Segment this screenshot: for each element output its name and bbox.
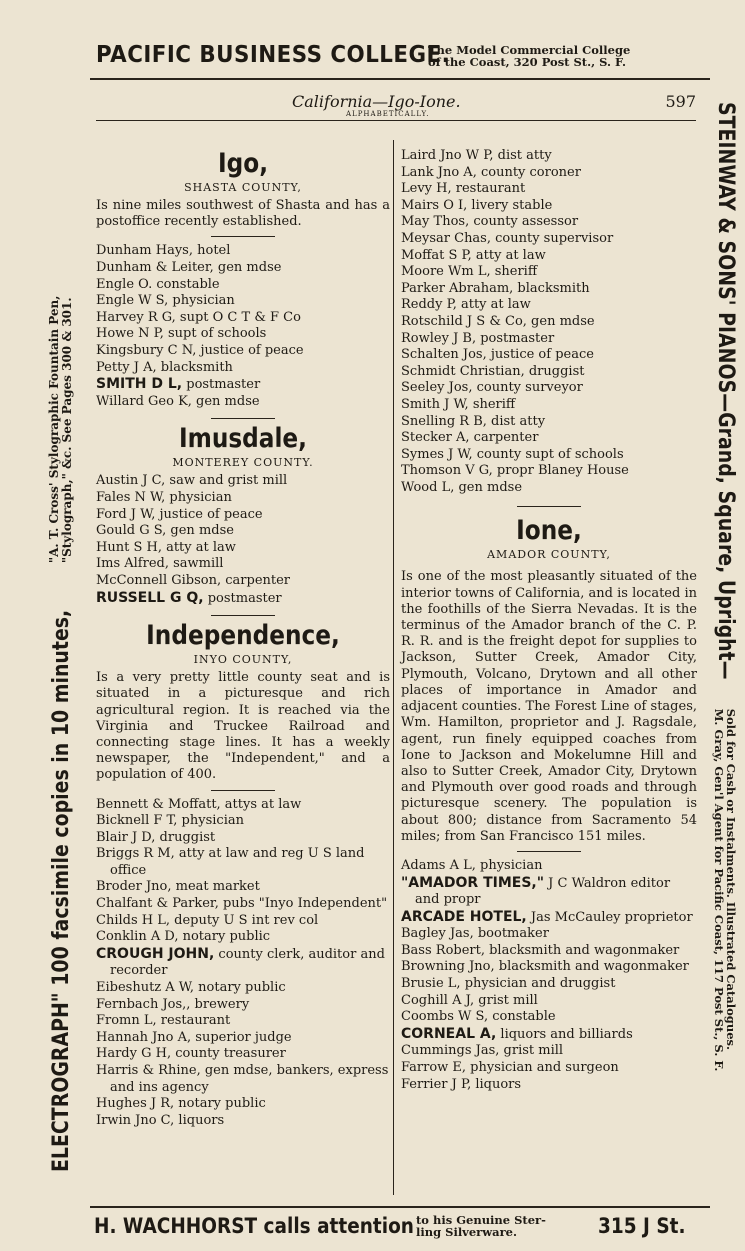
left-ad-line-1: "A. T. Cross' Stylographic Fountain Pen, [47,295,61,564]
page-number: 597 [665,92,696,111]
directory-entry-highlight [401,875,697,909]
bottom-ad-address: 315 J St. [598,1214,686,1238]
directory-list [401,926,697,1026]
directory-entry: Lank Jno A, county coroner [401,164,581,180]
highlight-detail: county clerk, auditor and recorder [110,946,385,979]
top-ad-title: PACIFIC BUSINESS COLLEGE. [96,42,451,68]
highlight-name: RUSSELL G Q, [96,589,204,606]
directory-entry: Parker Abraham, blacksmith [401,280,590,296]
top-ad-line-1: The Model Commercial College [428,43,631,57]
directory-entry: Petty J A, blacksmith [96,359,233,375]
directory-entry: Schalten Jos, justice of peace [401,347,594,363]
directory-entry: Moore Wm L, sheriff [401,264,538,280]
directory-entry: Cummings Jas, grist mill [401,1043,564,1059]
directory-list [401,1043,697,1093]
directory-entry: Coghill A J, grist mill [401,992,538,1008]
town-heading-imusdale: Imusdale, [178,423,308,455]
top-ad-line-2: of the Coast, 320 Post St., S. F. [428,55,627,69]
directory-entry: Kingsbury C N, justice of peace [96,342,304,358]
directory-entry: Browning Jno, blacksmith and wagonmaker [401,959,689,975]
directory-entry: Bicknell F T, physician [96,813,244,829]
directory-entry: May Thos, county assessor [401,214,579,230]
directory-entry: Seeley Jos, county surveyor [401,380,583,396]
left-ad-line-2: "Stylograph," &c. See Pages 300 & 301. [60,297,74,564]
running-title: California—Igo-Ione. [292,92,461,111]
highlight-name: "AMADOR TIMES," [401,874,545,891]
directory-entry: Dunham & Leiter, gen mdse [96,260,282,275]
directory-entry: Snelling R B, dist atty [401,413,546,429]
separator-rule [211,236,275,237]
directory-entry: Reddy P, atty at law [401,297,531,313]
directory-entry: Ims Alfred, sawmill [96,556,224,572]
directory-entry: Schmidt Christian, druggist [401,363,585,379]
directory-entry-highlight [96,946,390,980]
directory-list [96,394,390,411]
right-ad-line-1: Sold for Cash or Instalments. Illustrated Catalogues. [724,708,739,1050]
directory-entry: Hunt S H, atty at law [96,539,236,555]
directory-entry-highlight [401,909,697,927]
separator-rule [211,790,275,791]
bottom-ad-title: H. WACHHORST calls attention [94,1214,414,1238]
directory-list [401,148,697,496]
directory-entry: Laird Jno W P, dist atty [401,148,552,163]
directory-entry: Conklin A D, notary public [96,929,271,945]
directory-entry: Coombs W S, constable [401,1009,556,1025]
directory-entry: Howe N P, supt of schools [96,326,267,342]
top-ad-detail [428,44,630,68]
directory-entry: Mairs O I, livery stable [401,197,553,213]
directory-entry: Eibeshutz A W, notary public [96,980,286,996]
directory-entry-highlight [96,376,390,394]
separator-rule [517,851,581,852]
town-heading-independence: Independence, [146,620,340,652]
left-ad-title: ELECTROGRAPH" 100 facsimile copies in 10 minutes, [48,609,74,1172]
right-ad-detail [714,709,738,1072]
directory-entry: Ford J W, justice of peace [96,506,263,522]
highlight-name: ARCADE HOTEL, [401,908,527,925]
highlight-name: CORNEAL A, [401,1025,497,1042]
directory-entry: Hannah Jno A, superior judge [96,1029,292,1045]
separator-rule [517,506,581,507]
left-ad-detail [48,296,74,564]
right-ad-title: STEINWAY & SONS' PIANOS—Grand, Square, Upright— [713,102,738,680]
bottom-ad-line-1: to his Genuine Ster- [416,1213,546,1227]
directory-entry: Fales N W, physician [96,489,232,505]
directory-entry: Levy H, restaurant [401,181,526,197]
directory-entry: Fromn L, restaurant [96,1013,231,1029]
directory-list [96,980,390,1129]
directory-entry: Hardy G H, county treasurer [96,1046,286,1062]
county-label: INYO COUNTY, [193,653,293,667]
directory-entry: Dunham Hays, hotel [96,243,231,259]
directory-entry: Childs H L, deputy U S int rev col [96,912,319,928]
highlight-name: SMITH D L, [96,376,183,393]
town-description: Is one of the most pleasantly situated of the interior towns of California, and is located in the foothills of the Sierra Nevadas. It is the terminus of the Amador branch of the C. P. R. R. and is the freight depot for supplies to Jackson, Sutter Creek, Amador City, Plymouth, Volcano, Drytown and all other places of importance in Amador and adjacent counties. The Forest Line of stages, Wm. Hamilton, proprietor and J. Ragsdale, agent, run finely equipped coaches from Ione to Jackson and Mokelumne Hill and also to Sutter Creek, Amador City, Drytown and Plymouth over good roads and through picturesque scenery. The population is about 800; distance from Sacramento 54 miles; from San Francisco 151 miles. [401,569,697,844]
highlight-detail: postmaster [203,590,282,606]
directory-entry: Irwin Jno C, liquors [96,1112,225,1128]
directory-entry-highlight [96,590,390,608]
right-side-advertisement [713,102,738,1071]
directory-entry: Thomson V G, propr Blaney House [401,463,629,479]
town-description: Is a very pretty little county seat and is situated in a picturesque and rich agricultural region. It is reached via the Virginia and Truckee Railroad and connecting stage lines. It has a weekly newspaper, the "Independent," and a population of 400. [96,670,390,783]
directory-entry: Wood L, gen mdse [401,479,523,495]
right-column [401,148,697,1093]
directory-entry-highlight [401,1026,697,1044]
directory-entry: Engle O. constable [96,276,220,292]
highlight-detail: J C Waldron editor and propr [415,875,671,908]
directory-entry: Symes J W, county supt of schools [401,446,624,462]
directory-list [96,473,390,589]
bottom-advertisement [90,1206,710,1248]
highlight-name: CROUGH JOHN, [96,945,215,962]
bottom-ad-detail [416,1214,546,1238]
directory-entry: Engle W S, physician [96,293,235,309]
directory-list [96,243,390,376]
left-column [96,148,390,1129]
left-side-advertisement [48,296,74,1172]
town-description: Is nine miles southwest of Shasta and has a postoffice recently established. [96,198,390,230]
directory-entry: Fernbach Jos,, brewery [96,996,250,1012]
directory-entry: Farrow E, physician and surgeon [401,1060,619,1076]
highlight-detail: liquors and billiards [496,1026,633,1042]
bottom-ad-line-2: ling Silverware. [416,1225,517,1239]
directory-entry: Rowley J B, postmaster [401,330,555,346]
town-heading-igo: Igo, [217,148,269,179]
directory-entry: Bass Robert, blacksmith and wagonmaker [401,942,680,958]
column-divider [393,140,394,1195]
directory-entry: Harvey R G, supt O C T & F Co [96,309,301,325]
directory-entry: Stecker A, carpenter [401,430,539,446]
page-header [96,90,696,121]
highlight-detail: Jas McCauley proprietor [526,909,693,925]
page-subtitle: ALPHABETICALLY. [346,110,430,118]
directory-entry: Ferrier J P, liquors [401,1076,522,1092]
county-label: AMADOR COUNTY, [487,548,611,562]
directory-entry: McConnell Gibson, carpenter [96,572,291,588]
directory-entry: Hughes J R, notary public [96,1096,266,1112]
directory-entry: Rotschild J S & Co, gen mdse [401,313,595,329]
directory-entry: Blair J D, druggist [96,829,216,845]
county-label: SHASTA COUNTY, [184,181,302,194]
directory-entry: Harris & Rhine, gen mdse, bankers, express and ins agency [96,1063,389,1095]
directory-entry: Brusie L, physician and druggist [401,976,616,992]
directory-entry: Adams A L, physician [401,857,543,873]
top-advertisement [90,40,710,80]
directory-entry: Bagley Jas, bootmaker [401,926,549,942]
county-label: MONTEREY COUNTY. [172,456,314,470]
directory-entry: Moffat S P, atty at law [401,247,546,263]
directory-entry: Gould G S, gen mdse [96,523,234,539]
directory-entry: Briggs R M, atty at law and reg U S land office [96,846,365,878]
separator-rule [211,615,275,616]
highlight-detail: postmaster [182,377,261,393]
directory-entry: Bennett & Moffatt, attys at law [96,796,302,812]
separator-rule [211,418,275,419]
directory-entry: Meysar Chas, county supervisor [401,230,614,246]
town-heading-ione: Ione, [516,515,582,547]
directory-list [96,797,390,946]
directory-entry: Smith J W, sheriff [401,396,516,412]
directory-entry: Willard Geo K, gen mdse [96,393,260,409]
directory-entry: Broder Jno, meat market [96,879,260,895]
directory-entry: Austin J C, saw and grist mill [96,473,288,489]
right-ad-line-2: M. Gray, Gen'l Agent for Pacific Coast, 117 Post St., S. F. [712,708,727,1072]
directory-entry: Chalfant & Parker, pubs "Inyo Independent" [96,896,388,912]
